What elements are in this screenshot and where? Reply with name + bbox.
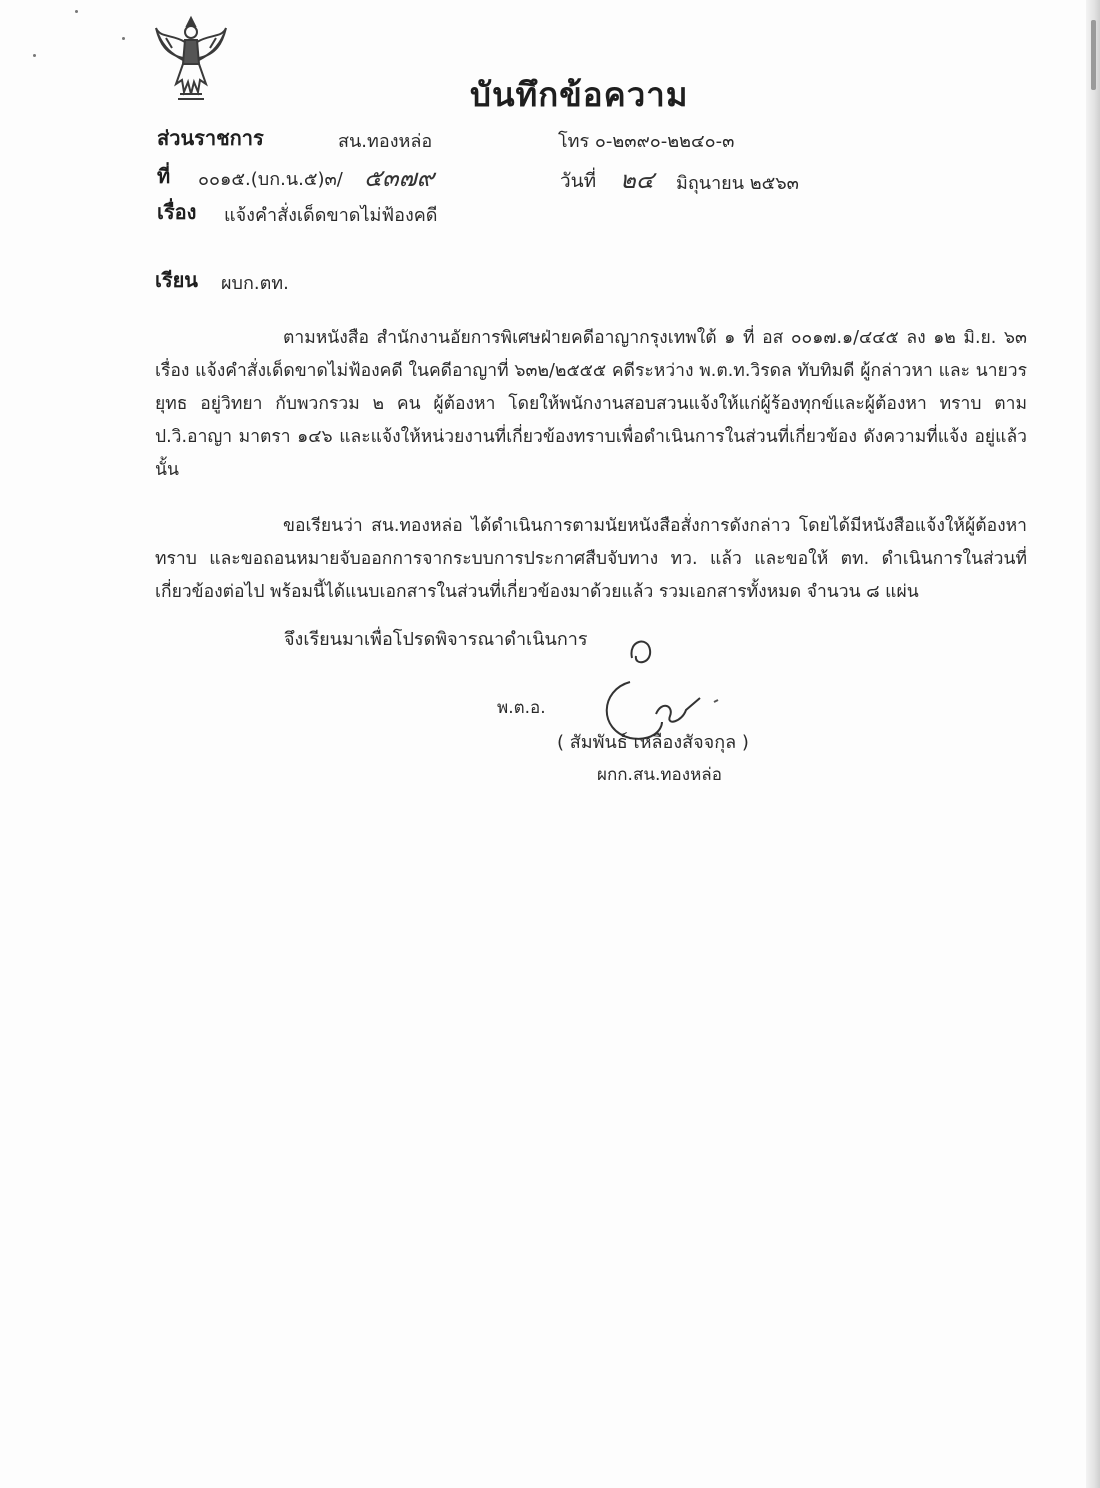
signatory-name: ( สัมพันธ์ เหลืองสัจจกุล ) — [557, 732, 749, 753]
addressee-label: เรียน — [155, 268, 198, 292]
paragraph-2-text: ขอเรียนว่า สน.ทองหล่อ ได้ดำเนินการตามนัยหนังสือสั่งการดังกล่าว โดยได้มีหนังสือแจ้งให้ผู้ต้องหา ทราบ และขอถอนหมายจับออกการจากระบบการประกาศสืบจับทาง ทว. แล้ว และขอให้ ตท. ดำเนินการในส่วนที่ เกี่ยวข้องต่อไป พร้อมนี้ได้แนบเอกสารในส่วนที่เกี่ยวข้องมาด้วยแล้ว รวมเอกสารทั้งหมด จำนวน ๘ แผ่น — [155, 516, 1027, 602]
subject-label: เรื่อง — [157, 200, 197, 224]
addressee-value: ผบก.ตท. — [221, 273, 289, 294]
date-label: วันที่ — [560, 170, 597, 192]
date-month-year: มิถุนายน ๒๕๖๓ — [676, 173, 799, 194]
reference-label: ที่ — [157, 164, 171, 188]
phone-number: โทร ๐-๒๓๙๐-๒๒๔๐-๓ — [558, 131, 735, 152]
signatory-rank: พ.ต.อ. — [497, 698, 546, 718]
scan-speck — [122, 37, 125, 40]
closing-line: จึงเรียนมาเพื่อโปรดพิจารณาดำเนินการ — [284, 629, 588, 650]
scan-edge — [1086, 0, 1100, 1488]
body-paragraph-2 — [155, 510, 1027, 609]
reference-number-handwritten: ๕๓๗๙ — [364, 164, 435, 192]
memo-title: บันทึกข้อความ — [470, 75, 689, 114]
reference-value: ๐๐๑๕.(บก.น.๕)๓/ — [198, 169, 343, 190]
signatory-position: ผกก.สน.ทองหล่อ — [597, 765, 722, 785]
paragraph-1-text: ตามหนังสือ สำนักงานอัยการพิเศษฝ่ายคดีอาญากรุงเทพใต้ ๑ ที่ อส ๐๐๑๗.๑/๔๔๕ ลง ๑๒ มิ.ย. ๖๓ เรื่อง แจ้งคำสั่งเด็ดขาดไม่ฟ้องคดี ในคดีอาญาที่ ๖๓๒/๒๕๕๕ คดีระหว่าง พ.ต.ท.วิรดล ทับทิมดี ผู้กล่าวหา และ นายวรยุทธ อยู่วิทยา กับพวกรวม ๒ คน ผู้ต้องหา โดยให้พนักงานสอบสวนแจ้งให้แก่ผู้ร้องทุกข์และผู้ต้องหา ทราบ ตาม ป.วิ.อาญา มาตรา ๑๔๖ และแจ้งให้หน่วยงานที่เกี่ยวข้องทราบเพื่อดำเนินการในส่วนที่เกี่ยวข้อง ดังความที่แจ้ง อยู่แล้ว นั้น — [155, 328, 1027, 480]
body-paragraph-1 — [155, 322, 1027, 487]
scan-edge-mark — [1091, 20, 1096, 90]
date-day-handwritten: ๒๔ — [620, 166, 654, 194]
department-value: สน.ทองหล่อ — [338, 131, 433, 152]
scan-speck — [33, 54, 36, 57]
garuda-emblem-icon — [152, 14, 230, 102]
scan-speck — [75, 10, 78, 13]
department-label: ส่วนราชการ — [157, 126, 264, 150]
subject-value: แจ้งคำสั่งเด็ดขาดไม่ฟ้องคดี — [224, 205, 438, 226]
